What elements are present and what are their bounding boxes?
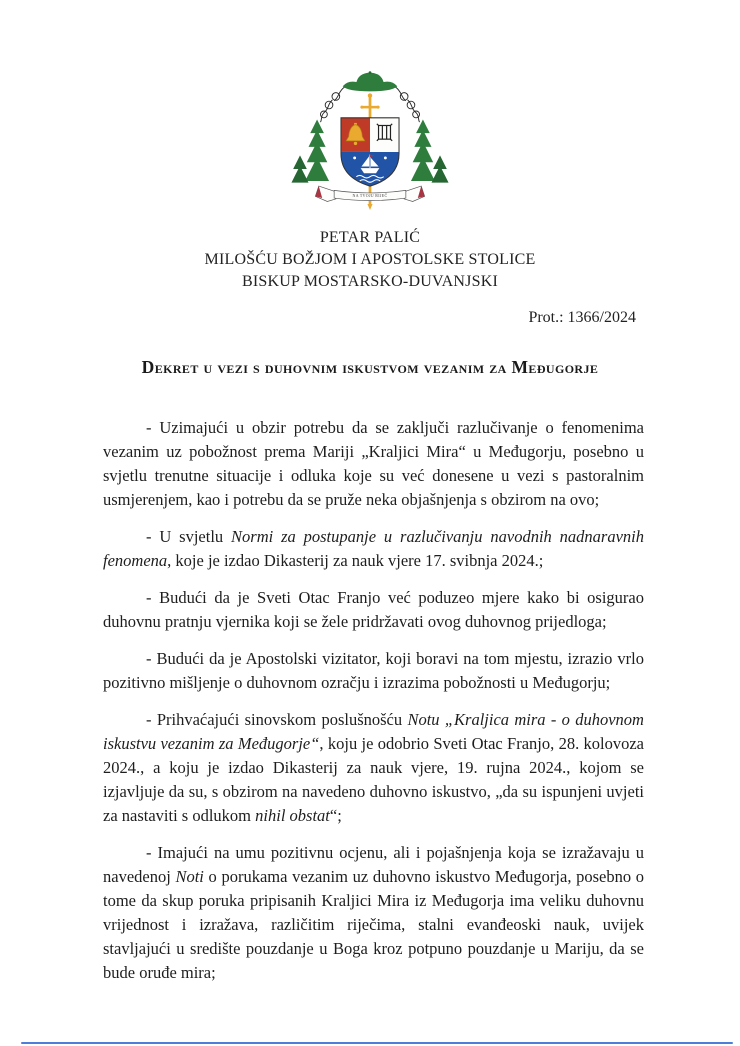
paragraph-segment: “;	[329, 806, 342, 825]
paragraph	[103, 586, 644, 634]
paragraph-segment: , koju je odobrio Sveti Otac Franjo, 28. kolovoza 2024., a koju je izdao Dikasterij za nauk vjere, 19. rujna 2024., kojom se izjavljuje da su, s obzirom na navedeno duhovno iskustvo, „da su ispunjeni uvjeti za nastaviti s odlukom	[103, 734, 644, 825]
paragraph-segment: - Imajući na umu pozitivnu ocjenu, ali i pojašnjenja koja se izražavaju u navedenoj	[103, 843, 644, 886]
crest-container	[0, 0, 740, 215]
fir-trees-right-icon	[411, 120, 449, 183]
shield-icon	[341, 118, 399, 186]
star-left-icon	[353, 156, 356, 159]
document-paragraphs	[0, 416, 740, 985]
bottom-divider	[21, 1042, 733, 1044]
bishop-title-line-1: MILOŠĆU BOŽJOM I APOSTOLSKE STOLICE	[204, 251, 536, 268]
document-title: Dekret u vezi s duhovnim iskustvom vezanim za Međugorje	[141, 357, 599, 377]
paragraph	[103, 708, 644, 828]
fir-trees-left-icon	[291, 120, 329, 183]
letterhead	[0, 227, 740, 293]
bishop-name: PETAR PALIĆ	[319, 229, 421, 246]
motto-text: NA TVOJU RIJEČ	[352, 193, 388, 198]
star-right-icon	[384, 156, 387, 159]
paragraph	[103, 416, 644, 512]
paragraph-segment: - Uzimajući u obzir potrebu da se zaključi razlučivanje o fenomenima vezanim uz pobožnost prema Mariji „Kraljici Mira“ u Međugorju, posebno u svjetlu trenutne situacije i odluka koje su već donesene u vezi s pastoralnim usmjerenjem, kao i potrebu da se pruže neka objašnjenja s obzirom na ovo;	[103, 418, 644, 509]
paragraph-segment: - U svjetlu	[146, 527, 232, 546]
paragraph-segment: , koje je izdao Dikasterij za nauk vjere 17. svibnja 2024.;	[167, 551, 544, 570]
paragraph	[103, 525, 644, 573]
paragraph-segment: - Budući da je Sveti Otac Franjo već poduzeo mjere kako bi osigurao duhovnu pratnju vjernika koji se žele pridržavati ovog duhovnog prijedloga;	[103, 588, 644, 631]
paragraph	[103, 647, 644, 695]
bishop-coat-of-arms-icon	[282, 70, 458, 210]
paragraph-segment: o porukama vezanim uz duhovno iskustvo Međugorja, posebno o tome da skup poruka pripisanih Kraljici Mira iz Međugorja ima veliku duhovnu vrijednost i izražava, različitim riječima, stalni evanđeoski nauk, uvijek stavljajući u središte pouzdanje u Boga kroz potpuno pouzdanje u Mariju, da se bude oruđe mira;	[103, 867, 644, 982]
paragraph-segment: - Budući da je Apostolski vizitator, koji boravi na tom mjestu, izrazio vrlo pozitivno mišljenje o duhovnom ozračju i izrazima pobožnosti u Međugorju;	[103, 649, 644, 692]
paragraph-italic-segment: Noti	[175, 867, 204, 886]
paragraph-italic-segment: Notu „Kraljica mira - o duhovnom iskustvu vezanim za Međugorje“	[103, 710, 644, 753]
paragraph	[103, 841, 644, 985]
galero-icon	[343, 71, 398, 91]
paragraph-segment: - Prihvaćajući sinovskom poslušnošću	[146, 710, 408, 729]
bishop-title-line-2: BISKUP MOSTARSKO-DUVANJSKI	[242, 273, 498, 290]
protocol-number: Prot.: 1366/2024	[528, 309, 636, 326]
paragraph-italic-segment: Normi za postupanje u razlučivanju navodnih nadnaravnih fenomena	[103, 527, 644, 570]
paragraph-italic-segment: nihil obstat	[255, 806, 330, 825]
